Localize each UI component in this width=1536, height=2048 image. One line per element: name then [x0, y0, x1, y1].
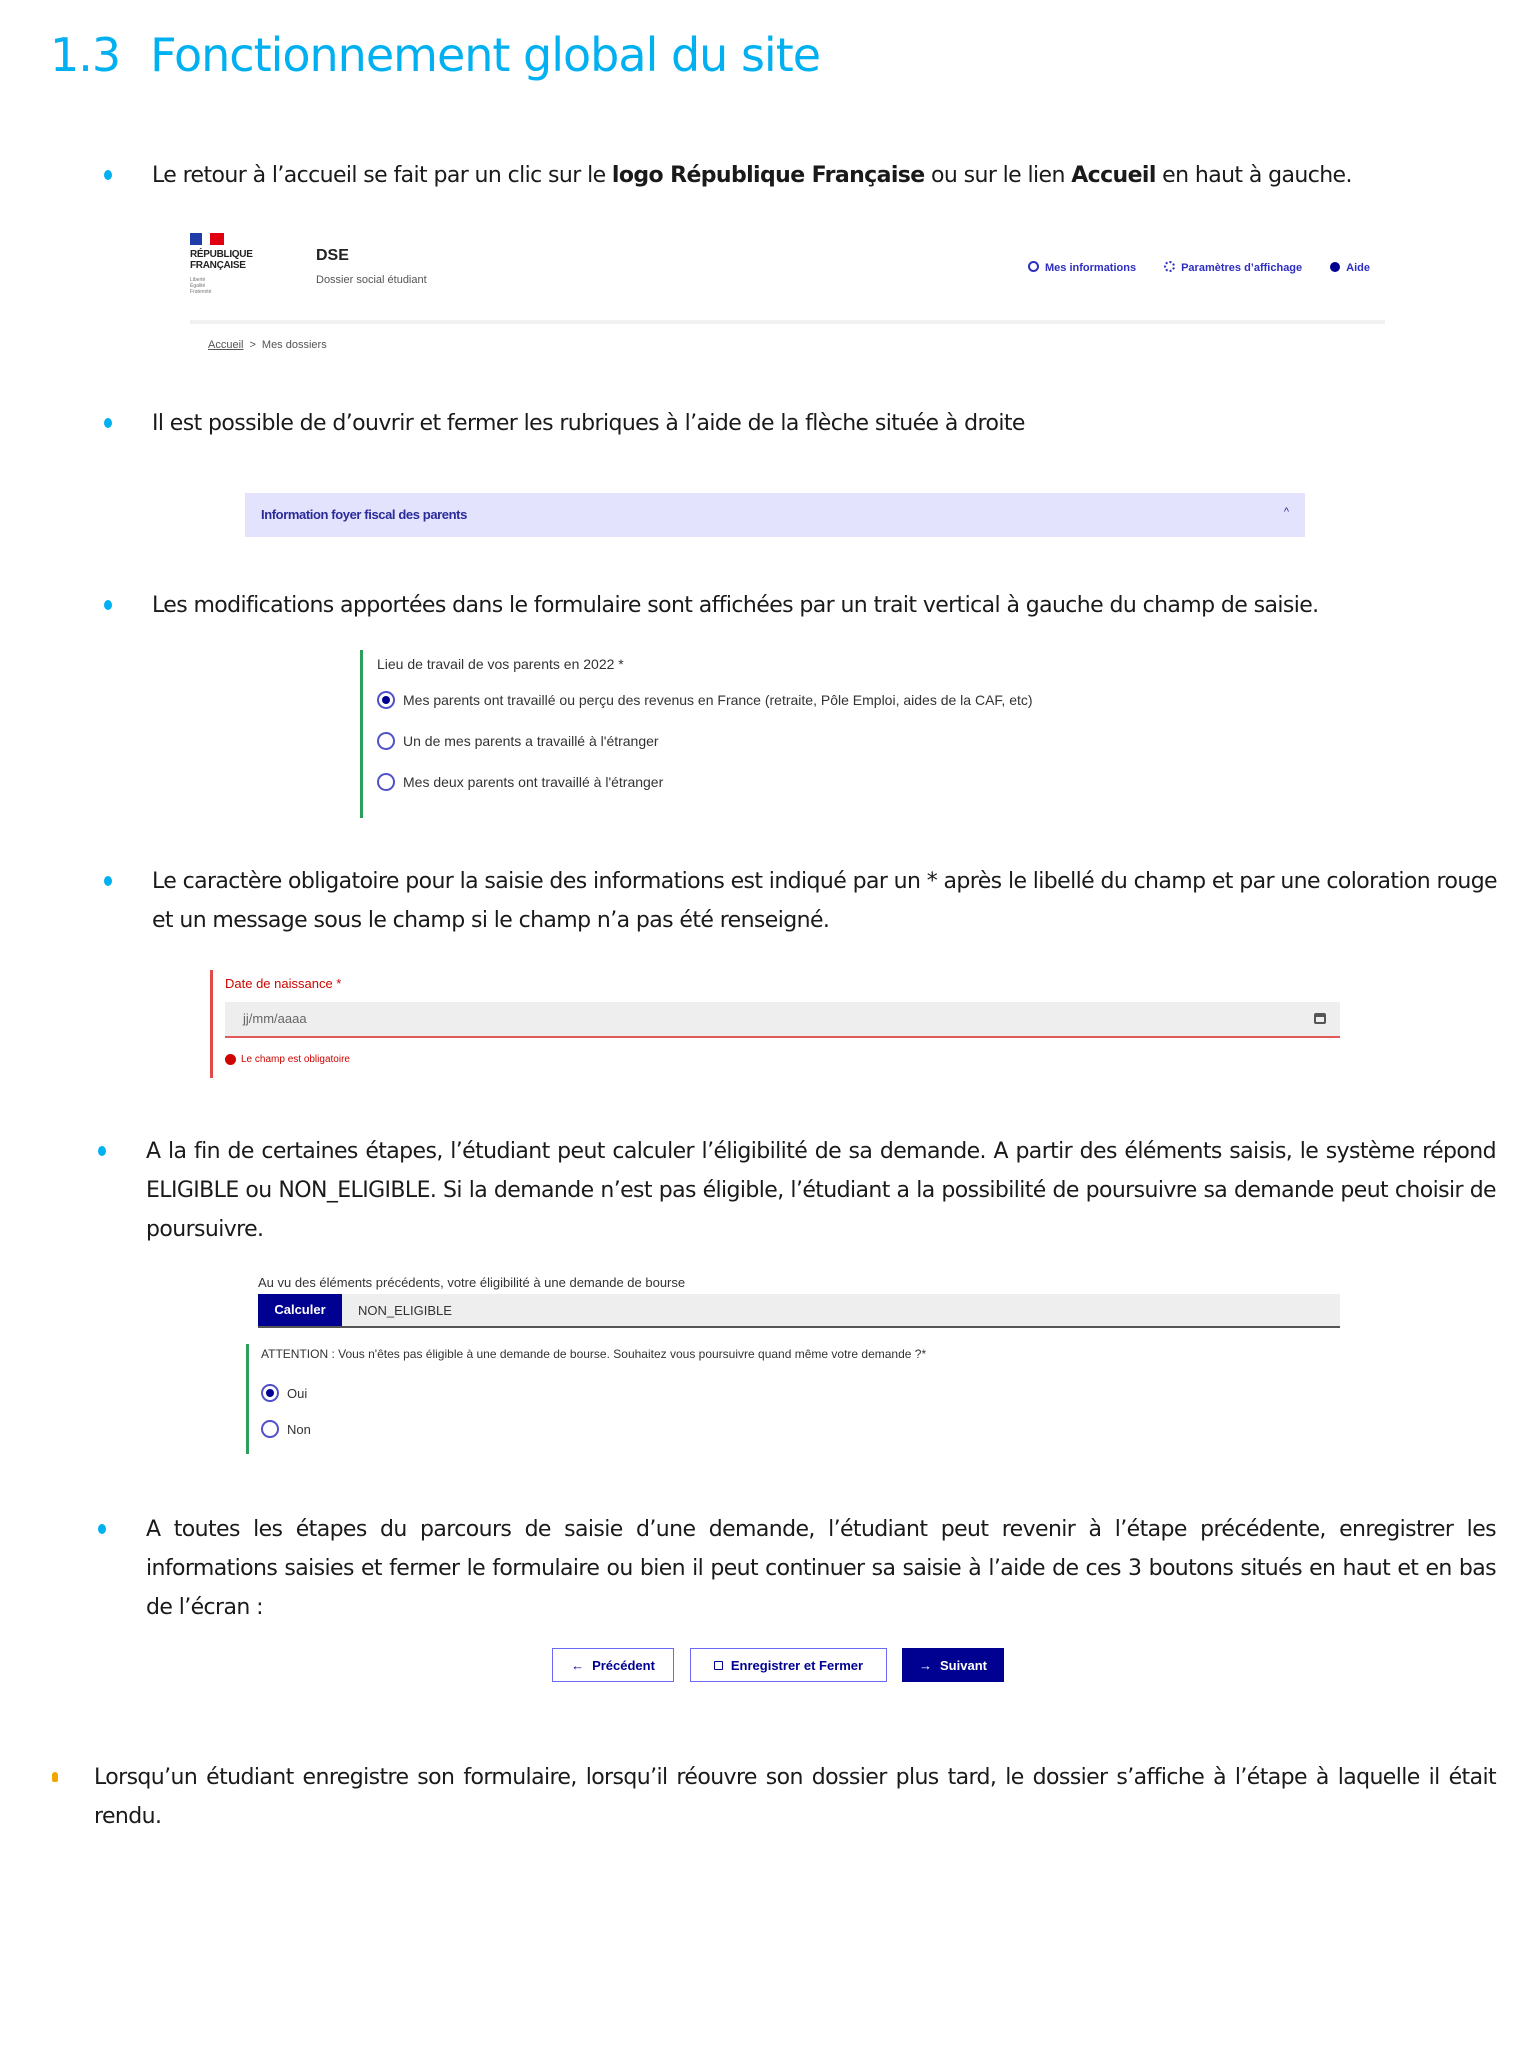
radio-group-label: Lieu de travail de vos parents en 2022 *: [377, 656, 624, 672]
link-parametres-affichage[interactable]: [1164, 261, 1302, 274]
radio-unchecked[interactable]: [377, 732, 395, 750]
save-close-button[interactable]: [690, 1648, 887, 1682]
radio-option[interactable]: [377, 732, 659, 750]
text-fragment: en haut à gauche.: [1155, 163, 1352, 188]
bullet-icon: [98, 1524, 106, 1534]
button-label: Enregistrer et Fermer: [730, 1657, 864, 1673]
section-title-text: Fonctionnement global du site: [150, 28, 821, 82]
bullet-icon: [104, 876, 112, 886]
bold-accueil-text: Accueil: [1071, 163, 1156, 188]
radio-option-label: Un de mes parents a travaillé à l'étranger: [403, 733, 659, 749]
breadcrumb-separator: >: [249, 339, 256, 351]
lightbulb-icon: [52, 1772, 58, 1782]
bullet-icon: [104, 170, 112, 180]
radio-checked[interactable]: [377, 691, 395, 709]
accordion-label: Information foyer fiscal des parents: [261, 507, 467, 522]
calculer-button[interactable]: Calculer: [258, 1294, 342, 1326]
french-flag-logo[interactable]: [190, 233, 224, 245]
date-input[interactable]: [225, 1002, 1340, 1038]
app-name: DSE: [316, 247, 349, 264]
button-label: Précédent: [592, 1657, 655, 1673]
radio-option[interactable]: [377, 773, 663, 791]
header-divider: [190, 320, 1385, 324]
bullet-mandatory-text: Le caractère obligatoire pour la saisie des informations est indiqué par un * après le libellé du champ et par une coloration rouge et un message sous le champ si le champ n’a pas été renseigné.: [152, 869, 1497, 933]
info-icon: [1330, 262, 1340, 272]
republique-francaise-logo[interactable]: [190, 249, 253, 271]
link-label: Paramètres d’affichage: [1181, 262, 1303, 274]
date-field-label: Date de naissance *: [225, 976, 342, 991]
bullet-icon: [98, 1146, 106, 1156]
continue-question-group: [246, 1344, 1249, 1454]
next-button[interactable]: [902, 1648, 1004, 1682]
logo-line-2: FRANÇAISE: [190, 260, 246, 271]
previous-button[interactable]: [552, 1648, 674, 1682]
header-screenshot: [190, 225, 1390, 355]
bullet-navigation-text: A toutes les étapes du parcours de saisie d’une demande, l’étudiant peut revenir à l’étape précédente, enregistrer les informations saisies et fermer le formulaire ou bien il peut continuer sa saisie à l’aide de ces 3 boutons situés en haut et en bas de l’écran :: [146, 1517, 1496, 1620]
breadcrumb: [208, 339, 327, 351]
bullet-eligibility-text: A la fin de certaines étapes, l’étudiant peut calculer l’éligibilité de sa demande. A partir des éléments saisis, le système répond ELIGIBLE ou NON_ELIGIBLE. Si la demande n’est pas éligible, l’étudiant a la possibilité de poursuivre sa demande peut choisir de poursuivre.: [146, 1139, 1496, 1242]
arrow-left-icon: ←: [571, 1657, 585, 1673]
eligibility-label: Au vu des éléments précédents, votre éligibilité à une demande de bourse: [258, 1275, 686, 1290]
radio-checked[interactable]: [261, 1384, 279, 1402]
header-links: [1028, 261, 1370, 274]
breadcrumb-current: Mes dossiers: [261, 339, 327, 351]
link-label: Aide: [1346, 261, 1370, 274]
bullet-home-text: [152, 156, 1352, 195]
eligibility-result: NON_ELIGIBLE: [358, 1303, 452, 1318]
radio-option-label: Mes deux parents ont travaillé à l'étranger: [403, 774, 664, 790]
bullet-icon: [104, 600, 112, 610]
note-text: Lorsqu’un étudiant enregistre son formulaire, lorsqu’il réouvre son dossier plus tard, le dossier s’affiche à l’étape à laquelle il était rendu.: [94, 1765, 1496, 1829]
radio-option-label: Oui: [287, 1385, 308, 1401]
section-number: 1.3: [50, 28, 121, 82]
bullet-accordion-text: Il est possible de d’ouvrir et fermer les rubriques à l’aide de la flèche située à droite: [152, 411, 1025, 436]
error-icon: [225, 1054, 236, 1065]
accordion-header[interactable]: [245, 493, 1305, 537]
date-field-error: [210, 970, 1343, 1078]
chevron-up-icon[interactable]: ^: [1283, 506, 1289, 518]
radio-option-label: Mes parents ont travaillé ou perçu des revenus en France (retraite, Pôle Emploi, aides de la CAF, etc): [403, 692, 1033, 708]
radio-option[interactable]: [377, 691, 1033, 709]
radio-option-oui[interactable]: [261, 1384, 307, 1402]
calendar-icon[interactable]: [1314, 1013, 1326, 1024]
modified-radio-group: [360, 650, 1083, 818]
date-placeholder: jj/mm/aaaa: [243, 1011, 307, 1026]
radio-unchecked[interactable]: [261, 1420, 279, 1438]
radio-option-label: Non: [287, 1421, 311, 1437]
link-mes-informations[interactable]: [1028, 261, 1136, 274]
link-label: Mes informations: [1045, 262, 1137, 274]
section-title: [50, 28, 820, 82]
breadcrumb-home-link[interactable]: Accueil: [208, 339, 244, 351]
button-label: Suivant: [940, 1657, 987, 1673]
text-fragment: Le retour à l’accueil se fait par un clic sur le: [152, 163, 612, 188]
user-icon: [1028, 261, 1039, 272]
logo-motto: Liberté Égalité Fraternité: [190, 277, 212, 295]
radio-unchecked[interactable]: [377, 773, 395, 791]
eligibility-row: [258, 1294, 1340, 1328]
display-settings-icon: [1164, 261, 1175, 272]
logo-line-1: RÉPUBLIQUE: [190, 249, 253, 260]
radio-option-non[interactable]: [261, 1420, 311, 1438]
bullet-modifications-text: Les modifications apportées dans le formulaire sont affichées par un trait vertical à gauche du champ de saisie.: [152, 593, 1319, 618]
app-subtitle: Dossier social étudiant: [316, 274, 427, 286]
arrow-right-icon: →: [919, 1657, 933, 1673]
link-aide[interactable]: [1330, 262, 1370, 274]
error-text: Le champ est obligatoire: [241, 1054, 350, 1065]
text-fragment: ou sur le lien: [924, 163, 1072, 188]
bullet-icon: [104, 418, 112, 428]
error-message: [225, 1054, 350, 1065]
bold-logo-text: logo République Française: [611, 163, 925, 188]
save-icon: [714, 1661, 723, 1670]
attention-question: ATTENTION : Vous n'êtes pas éligible à une demande de bourse. Souhaitez vous poursuivre quand même votre demande ?*: [261, 1347, 927, 1361]
